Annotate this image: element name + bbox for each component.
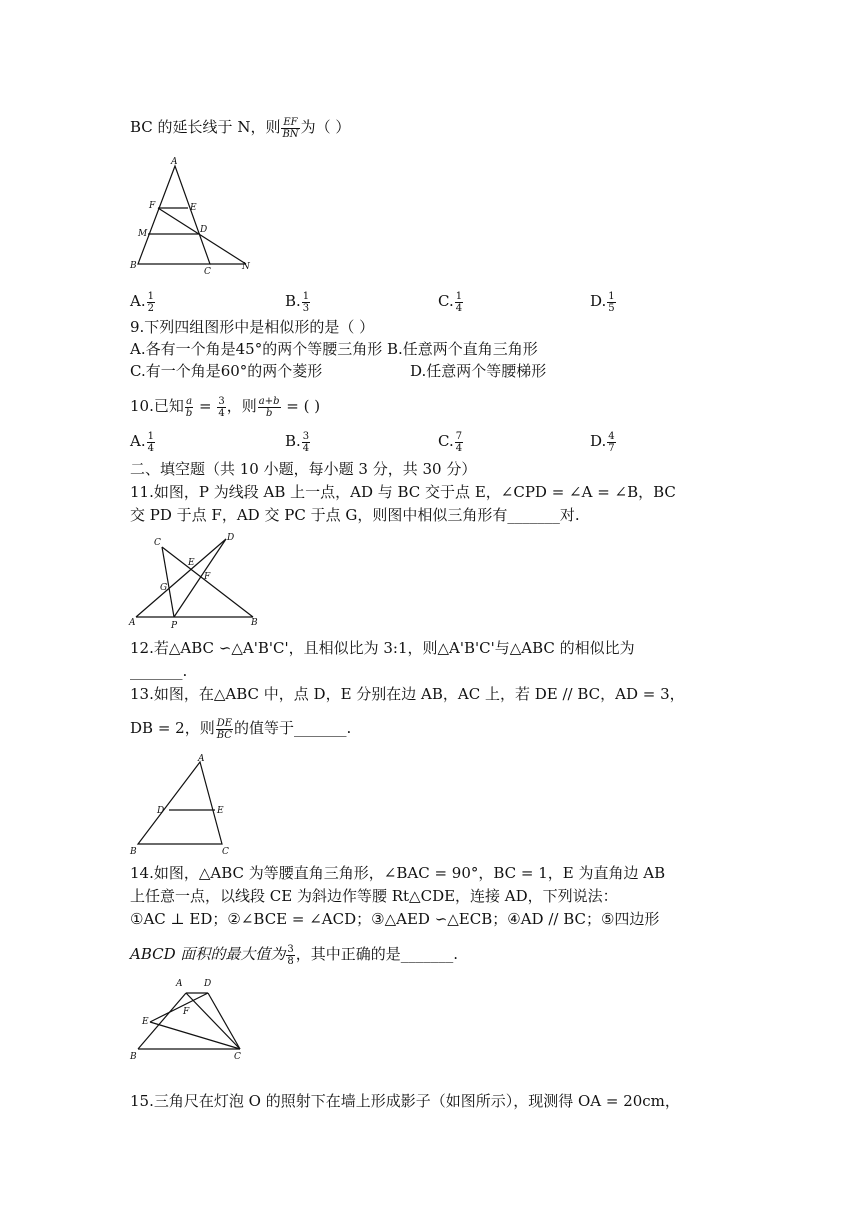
- label-A: A: [198, 754, 205, 764]
- q8-figure: [128, 156, 258, 276]
- label-E: E: [217, 806, 224, 816]
- q11-line1: 11.如图，P 为线段 AB 上一点，AD 与 BC 交于点 E，∠CPD = ∠A = ∠B，BC: [130, 483, 676, 501]
- q9-option-d: D.任意两个等腰梯形: [410, 362, 547, 380]
- label-A: A: [171, 157, 178, 167]
- triangle-abc: [138, 762, 222, 844]
- q9-options-ab: A.各有一个角是45°的两个等腰三角形 B.任意两个直角三角形: [130, 340, 538, 358]
- q12-line2: _______.: [130, 662, 188, 680]
- q13-line1: 13.如图，在△ABC 中，点 D，E 分别在边 AB，AC 上，若 DE // BC，AD = 3，: [130, 685, 685, 703]
- segment-fn: [158, 208, 246, 264]
- label-E: E: [188, 558, 195, 568]
- label-B: B: [130, 1052, 137, 1062]
- label-C: C: [222, 847, 229, 857]
- label-D: D: [227, 533, 235, 543]
- label-P: P: [171, 621, 178, 631]
- q10-option-b: B. $\frac{3}{4}$: [285, 430, 310, 454]
- label-C: C: [204, 267, 211, 277]
- label-F: F: [183, 1007, 190, 1017]
- label-B: B: [251, 618, 258, 628]
- q11-line2: 交 PD 于点 F，AD 交 PC 于点 G，则图中相似三角形有_______对.: [130, 506, 580, 524]
- q14-figure: [128, 976, 258, 1066]
- q8-option-b: B. $\frac{1}{3}$: [285, 290, 310, 314]
- q14-line2: 上任意一点，以线段 CE 为斜边作等腰 Rt△CDE，连接 AD，下列说法：: [130, 887, 618, 905]
- label-F: F: [204, 572, 211, 582]
- q10-stem: 10.已知 $\frac{a}{b}$ = $\frac{3}{4}$ ，则 $\frac{a+b}{b}$ = ( ): [130, 395, 321, 419]
- label-A: A: [129, 618, 136, 628]
- q13-figure: [128, 752, 238, 857]
- q10-option-c: C. $\frac{7}{4}$: [438, 430, 463, 454]
- segment-ad: [136, 539, 226, 617]
- label-E: E: [190, 203, 197, 213]
- q14-line4: ABCD 面积的最大值为 $\frac{3}{8}$ ，其中正确的是_______.: [130, 943, 459, 967]
- q9-option-c: C.有一个角是60°的两个菱形: [130, 362, 323, 380]
- q8-option-d: D. $\frac{1}{5}$: [590, 290, 615, 314]
- label-D: D: [157, 806, 165, 816]
- label-G: G: [160, 583, 168, 593]
- label-F: F: [149, 201, 156, 211]
- segment-pc: [162, 547, 174, 617]
- label-B: B: [130, 261, 137, 271]
- q8-option-a: A. $\frac{1}{2}$: [130, 290, 154, 314]
- label-N: N: [242, 262, 250, 272]
- label-D: D: [200, 225, 208, 235]
- q11-figure: [128, 535, 268, 630]
- q8-option-c: C. $\frac{1}{4}$: [438, 290, 463, 314]
- label-A: A: [176, 979, 183, 989]
- q10-option-a: A. $\frac{1}{4}$: [130, 430, 154, 454]
- label-C: C: [154, 538, 161, 548]
- q8-stem: BC 的延长线于 N，则 $\frac{EF}{BN}$ 为（ ）: [130, 116, 351, 140]
- label-C: C: [234, 1052, 241, 1062]
- label-E: E: [142, 1017, 149, 1027]
- label-D: D: [204, 979, 212, 989]
- triangle-abc: [138, 166, 210, 264]
- q14-line1: 14.如图，△ABC 为等腰直角三角形，∠BAC = 90°，BC = 1，E 为直角边 AB: [130, 864, 666, 882]
- q9-stem: 9.下列四组图形中是相似形的是（ ）: [130, 318, 375, 336]
- section-heading: 二、填空题（共 10 小题，每小题 3 分，共 30 分）: [130, 460, 477, 478]
- q10-option-d: D. $\frac{4}{7}$: [590, 430, 615, 454]
- q14-line3: ①AC ⊥ ED；②∠BCE = ∠ACD；③△AED ∽△ECB；④AD // BC；⑤四边形: [130, 910, 660, 928]
- fraction: $\frac{EF}{BN}$: [282, 116, 299, 140]
- label-B: B: [130, 847, 137, 857]
- q12-line1: 12.若△ABC ∽△A'B'C'，且相似比为 3:1，则△A'B'C'与△ABC 的相似比为: [130, 639, 635, 657]
- label-M: M: [138, 229, 148, 239]
- q15-line1: 15.三角尺在灯泡 O 的照射下在墙上形成影子（如图所示），现测得 OA = 20cm，: [130, 1092, 680, 1110]
- q13-line2: DB = 2，则 $\frac{DE}{BC}$ 的值等于_______.: [130, 717, 352, 741]
